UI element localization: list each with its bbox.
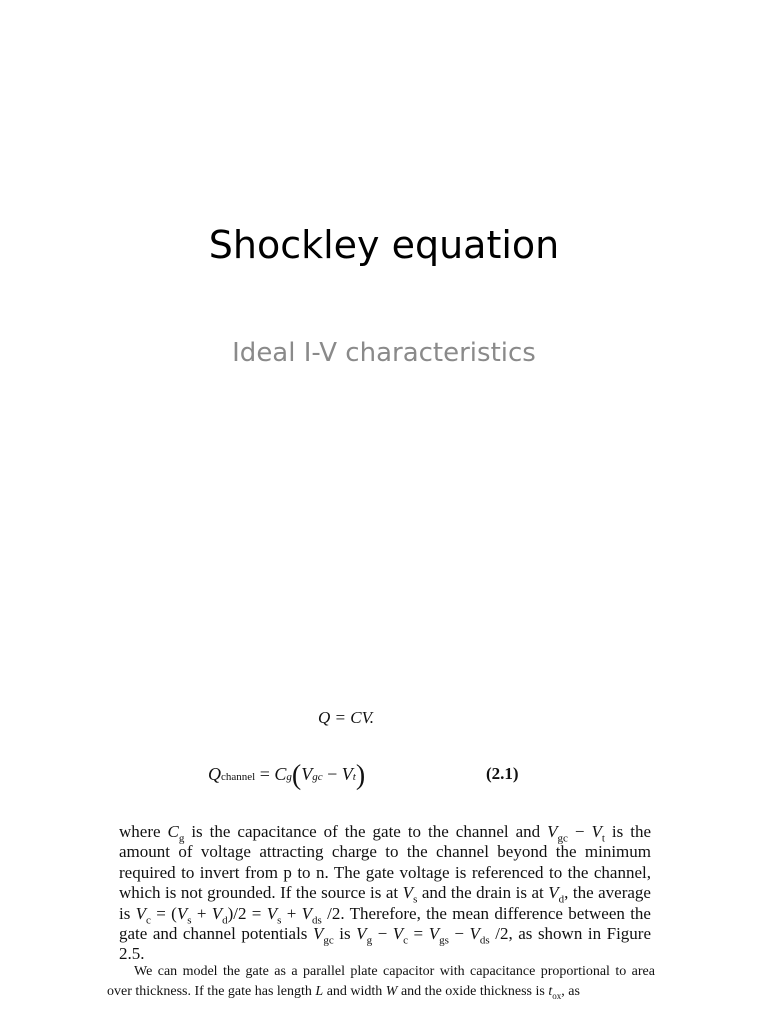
math-subscript: g <box>178 832 185 845</box>
text-run: + <box>281 903 302 923</box>
math-variable: C <box>167 822 179 841</box>
text-run: and the oxide thickness is <box>397 984 549 999</box>
equation-number: (2.1) <box>486 764 519 783</box>
eq-v2: V <box>341 764 353 784</box>
math-variable: V <box>211 903 223 923</box>
math-subscript: ds <box>479 934 490 947</box>
math-variable: L <box>315 984 324 999</box>
eq-close-paren: ) <box>355 760 366 791</box>
text-run: and the drain is at <box>417 883 549 903</box>
body-paragraph <box>119 822 652 964</box>
textbook-excerpt-image <box>0 690 768 1024</box>
math-variable: V <box>266 903 278 923</box>
math-subscript: c <box>403 934 409 947</box>
math-subscript: ds <box>312 914 322 927</box>
math-subscript: d <box>222 914 228 927</box>
math-variable: V <box>591 822 602 841</box>
slide-subtitle: Ideal I-V characteristics <box>232 338 536 368</box>
equation-channel-charge <box>208 760 365 792</box>
math-variable: V <box>547 822 558 841</box>
eq-c: C <box>274 764 287 784</box>
math-variable: V <box>312 924 324 944</box>
math-subscript: g <box>366 934 373 947</box>
text-run: )/2 = <box>227 903 267 923</box>
text-run: , as <box>561 984 580 999</box>
math-variable: t <box>548 984 553 999</box>
math-subscript: c <box>146 914 151 927</box>
text-run: /2, as shown in Figure 2.5. <box>119 924 652 964</box>
text-run: − <box>567 822 592 841</box>
math-subscript: s <box>277 914 282 927</box>
text-run: + <box>191 903 212 923</box>
math-subscript: gc <box>557 832 568 845</box>
text-run: and width <box>323 984 386 999</box>
math-variable: V <box>356 924 367 944</box>
math-variable: V <box>135 903 147 923</box>
text-run: = ( <box>150 903 177 923</box>
math-subscript: gs <box>439 934 449 947</box>
math-variable: V <box>428 924 440 944</box>
slide-title: Shockley equation <box>208 223 560 267</box>
text-run: − <box>372 924 393 944</box>
math-subscript: t <box>601 832 605 845</box>
math-subscript: gc <box>323 934 334 947</box>
text-run: is the amount of voltage attracting charge to the channel beyond the minimum required to invert from p to n. The gate voltage is referenced to the channel, which is not grounded. If the source is at <box>119 822 652 903</box>
math-subscript: ox <box>552 990 562 1001</box>
text-run: is <box>333 924 357 944</box>
text-run: = <box>408 924 429 944</box>
eq-q: Q <box>208 764 221 784</box>
text-run: /2. Therefore, the mean difference between the gate and channel potentials <box>119 903 651 944</box>
eq-q-sub: channel <box>221 771 256 783</box>
math-variable: V <box>469 924 480 944</box>
math-subscript: d <box>558 893 565 906</box>
text-run: , the average is <box>119 883 651 923</box>
math-variable: V <box>548 883 559 903</box>
math-variable: W <box>385 984 398 999</box>
text-run: − <box>448 924 470 944</box>
eq-v1-sub: gc <box>312 771 323 783</box>
math-variable: V <box>402 883 414 903</box>
math-subscript: s <box>187 914 192 927</box>
eq-v1: V <box>301 764 313 784</box>
eq-v2-sub: t <box>352 771 356 783</box>
body-paragraph-2 <box>107 962 655 1002</box>
eq-open-paren: ( <box>291 760 302 791</box>
math-variable: V <box>392 924 404 944</box>
math-variable: V <box>301 903 312 923</box>
eq-c-sub: g <box>286 771 292 783</box>
text-run: where <box>119 822 168 841</box>
math-subscript: s <box>413 893 418 906</box>
math-variable: V <box>176 903 188 923</box>
eq-minus: − <box>327 764 338 784</box>
text-run: We can model the gate as a parallel plate capacitor with capacitance proportional to area over thickness. If the gate has length <box>107 964 655 999</box>
eq-equals: = <box>259 764 270 784</box>
equation-charge: Q = CV. <box>318 708 375 727</box>
text-run: is the capacitance of the gate to the channel and <box>184 822 548 841</box>
